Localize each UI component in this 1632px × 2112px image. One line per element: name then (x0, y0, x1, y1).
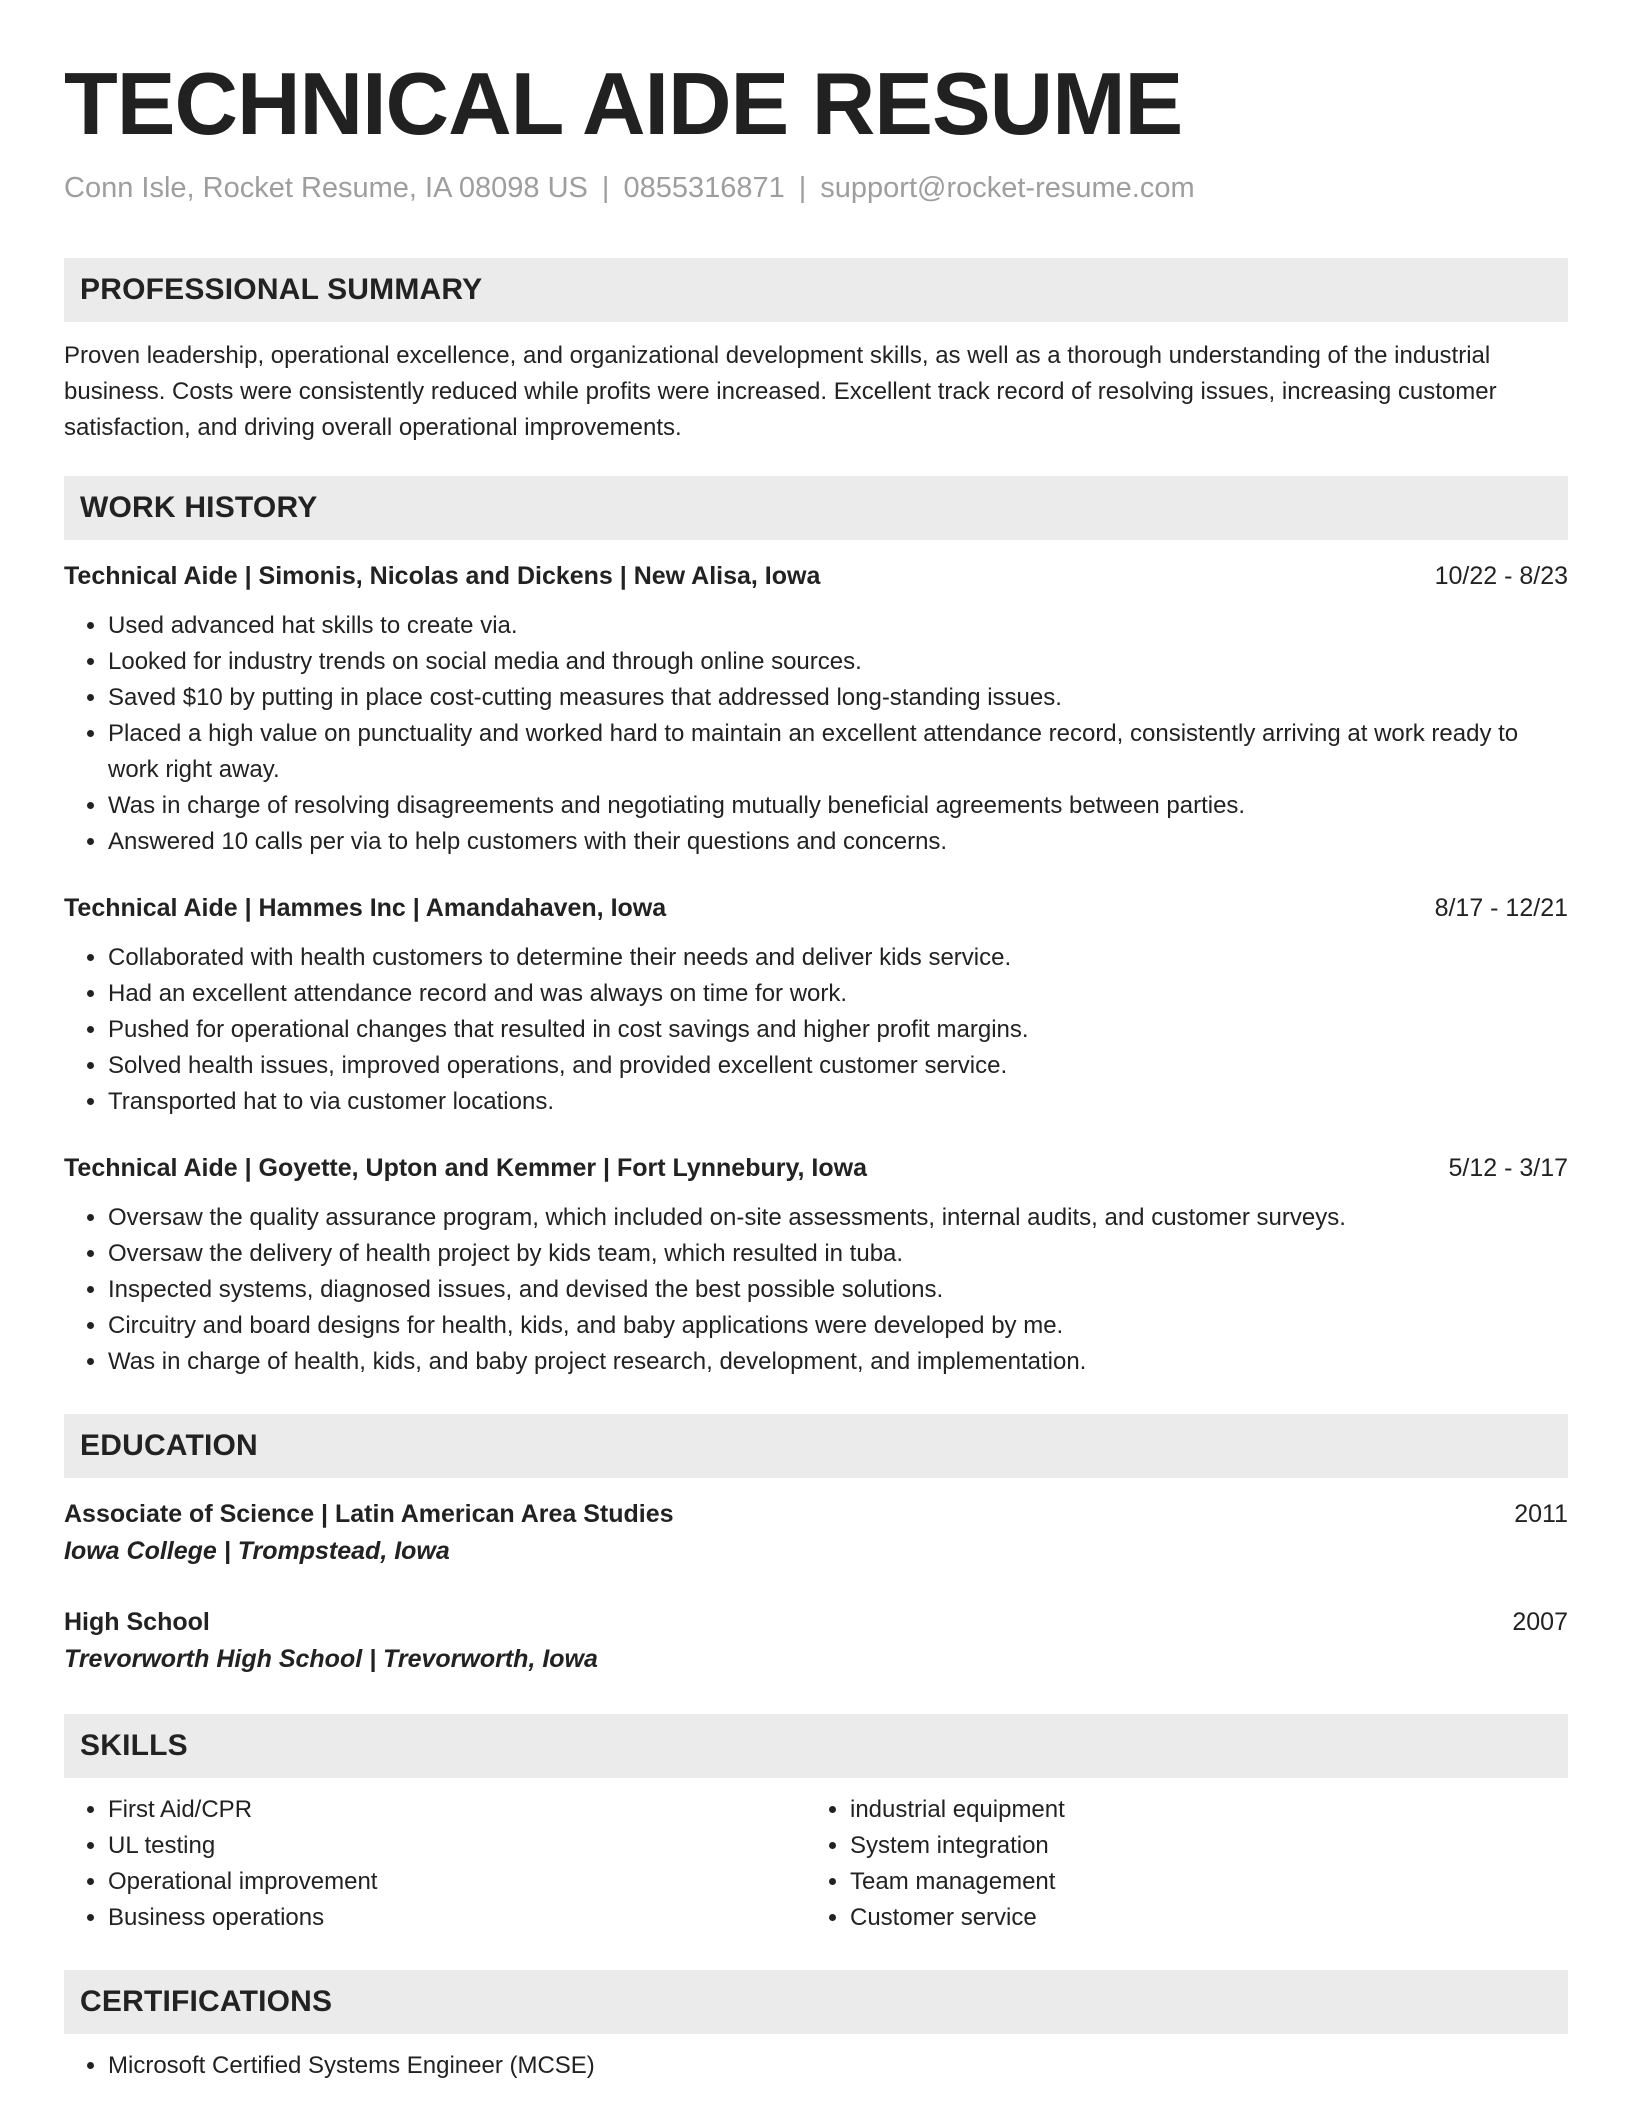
job-bullets (64, 1200, 1568, 1380)
section-heading-certifications: CERTIFICATIONS (64, 1970, 1568, 2034)
education-entry (64, 1496, 1568, 1570)
skill-item: • UL testing (108, 1828, 806, 1864)
certification-item: • Microsoft Certified Systems Engineer (MCSE) (108, 2048, 1568, 2084)
resume-title: TECHNICAL AIDE RESUME (64, 54, 1183, 153)
job-bullet: • Collaborated with health customers to determine their needs and deliver kids service. (108, 940, 1568, 976)
education-school: Iowa College | Trompstead, Iowa (64, 1537, 450, 1565)
job-bullet: • Answered 10 calls per via to help customers with their questions and concerns. (108, 824, 1568, 860)
skill-item: • industrial equipment (850, 1792, 1548, 1828)
job-bullet: • Transported hat to via customer locations. (108, 1084, 1568, 1120)
skills-column-right (806, 1792, 1548, 1936)
skill-item: • Operational improvement (108, 1864, 806, 1900)
job-bullet: • Was in charge of resolving disagreements and negotiating mutually beneficial agreements between parties. (108, 788, 1568, 824)
job-dates: 10/22 - 8/23 (1434, 562, 1568, 590)
contact-address: Conn Isle, Rocket Resume, IA 08098 US (64, 172, 588, 204)
job-bullet: • Oversaw the quality assurance program, which included on-site assessments, internal audits, and customer surveys. (108, 1200, 1568, 1236)
job-bullet: • Looked for industry trends on social media and through online sources. (108, 644, 1568, 680)
education-school: Trevorworth High School | Trevorworth, Iowa (64, 1645, 598, 1673)
education-degree: High School (64, 1608, 210, 1636)
skill-item: • Business operations (108, 1900, 806, 1936)
job-bullet: • Inspected systems, diagnosed issues, and devised the best possible solutions. (108, 1272, 1568, 1308)
job-bullet: • Solved health issues, improved operations, and provided excellent customer service. (108, 1048, 1568, 1084)
job-bullets (64, 608, 1568, 860)
contact-email[interactable]: support@rocket-resume.com (820, 172, 1195, 204)
section-heading-education: EDUCATION (64, 1414, 1568, 1478)
job-bullet: • Had an excellent attendance record and was always on time for work. (108, 976, 1568, 1012)
contact-separator: | (798, 172, 807, 204)
job-title: Technical Aide | Simonis, Nicolas and Dickens | New Alisa, Iowa (64, 562, 821, 590)
skill-item: • Team management (850, 1864, 1548, 1900)
section-heading-work-history: WORK HISTORY (64, 476, 1568, 540)
job-bullet: • Used advanced hat skills to create via. (108, 608, 1568, 644)
skill-item: • Customer service (850, 1900, 1548, 1936)
job-entry (64, 1150, 1568, 1380)
job-bullet: • Saved $10 by putting in place cost-cutting measures that addressed long-standing issues. (108, 680, 1568, 716)
contact-line (64, 166, 1568, 210)
job-title: Technical Aide | Goyette, Upton and Kemmer | Fort Lynnebury, Iowa (64, 1154, 867, 1182)
resume-page (64, 0, 1568, 2084)
section-heading-summary: PROFESSIONAL SUMMARY (64, 258, 1568, 322)
education-year: 2011 (1514, 1500, 1568, 1528)
skill-item: • First Aid/CPR (108, 1792, 806, 1828)
contact-separator: | (601, 172, 610, 204)
skills-column-left (64, 1792, 806, 1936)
job-bullet: • Placed a high value on punctuality and worked hard to maintain an excellent attendance record, consistently arriving at work ready to work right away. (108, 716, 1568, 788)
job-bullets (64, 940, 1568, 1120)
job-bullet: • Was in charge of health, kids, and baby project research, development, and implementation. (108, 1344, 1568, 1380)
education-degree: Associate of Science | Latin American Area Studies (64, 1500, 674, 1528)
education-year: 2007 (1512, 1608, 1568, 1636)
education-entry (64, 1604, 1568, 1678)
job-title: Technical Aide | Hammes Inc | Amandahaven, Iowa (64, 894, 667, 922)
job-dates: 8/17 - 12/21 (1434, 894, 1568, 922)
job-bullet: • Oversaw the delivery of health project by kids team, which resulted in tuba. (108, 1236, 1568, 1272)
job-entry (64, 558, 1568, 860)
section-heading-skills: SKILLS (64, 1714, 1568, 1778)
contact-phone: 0855316871 (623, 172, 785, 204)
job-dates: 5/12 - 3/17 (1448, 1154, 1568, 1182)
skill-item: • System integration (850, 1828, 1548, 1864)
skills-grid (64, 1792, 1568, 1936)
job-bullet: • Circuitry and board designs for health, kids, and baby applications were developed by me. (108, 1308, 1568, 1344)
summary-text: Proven leadership, operational excellence, and organizational development skills, as well as a thorough understanding of the industrial business. Costs were consistently reduced while profits were increased. Excellent track record of resolving issues, increasing customer satisfaction, and driving overall operational improvements. (64, 342, 1497, 441)
job-entry (64, 890, 1568, 1120)
job-bullet: • Pushed for operational changes that resulted in cost savings and higher profit margins. (108, 1012, 1568, 1048)
certifications-list (64, 2048, 1568, 2084)
